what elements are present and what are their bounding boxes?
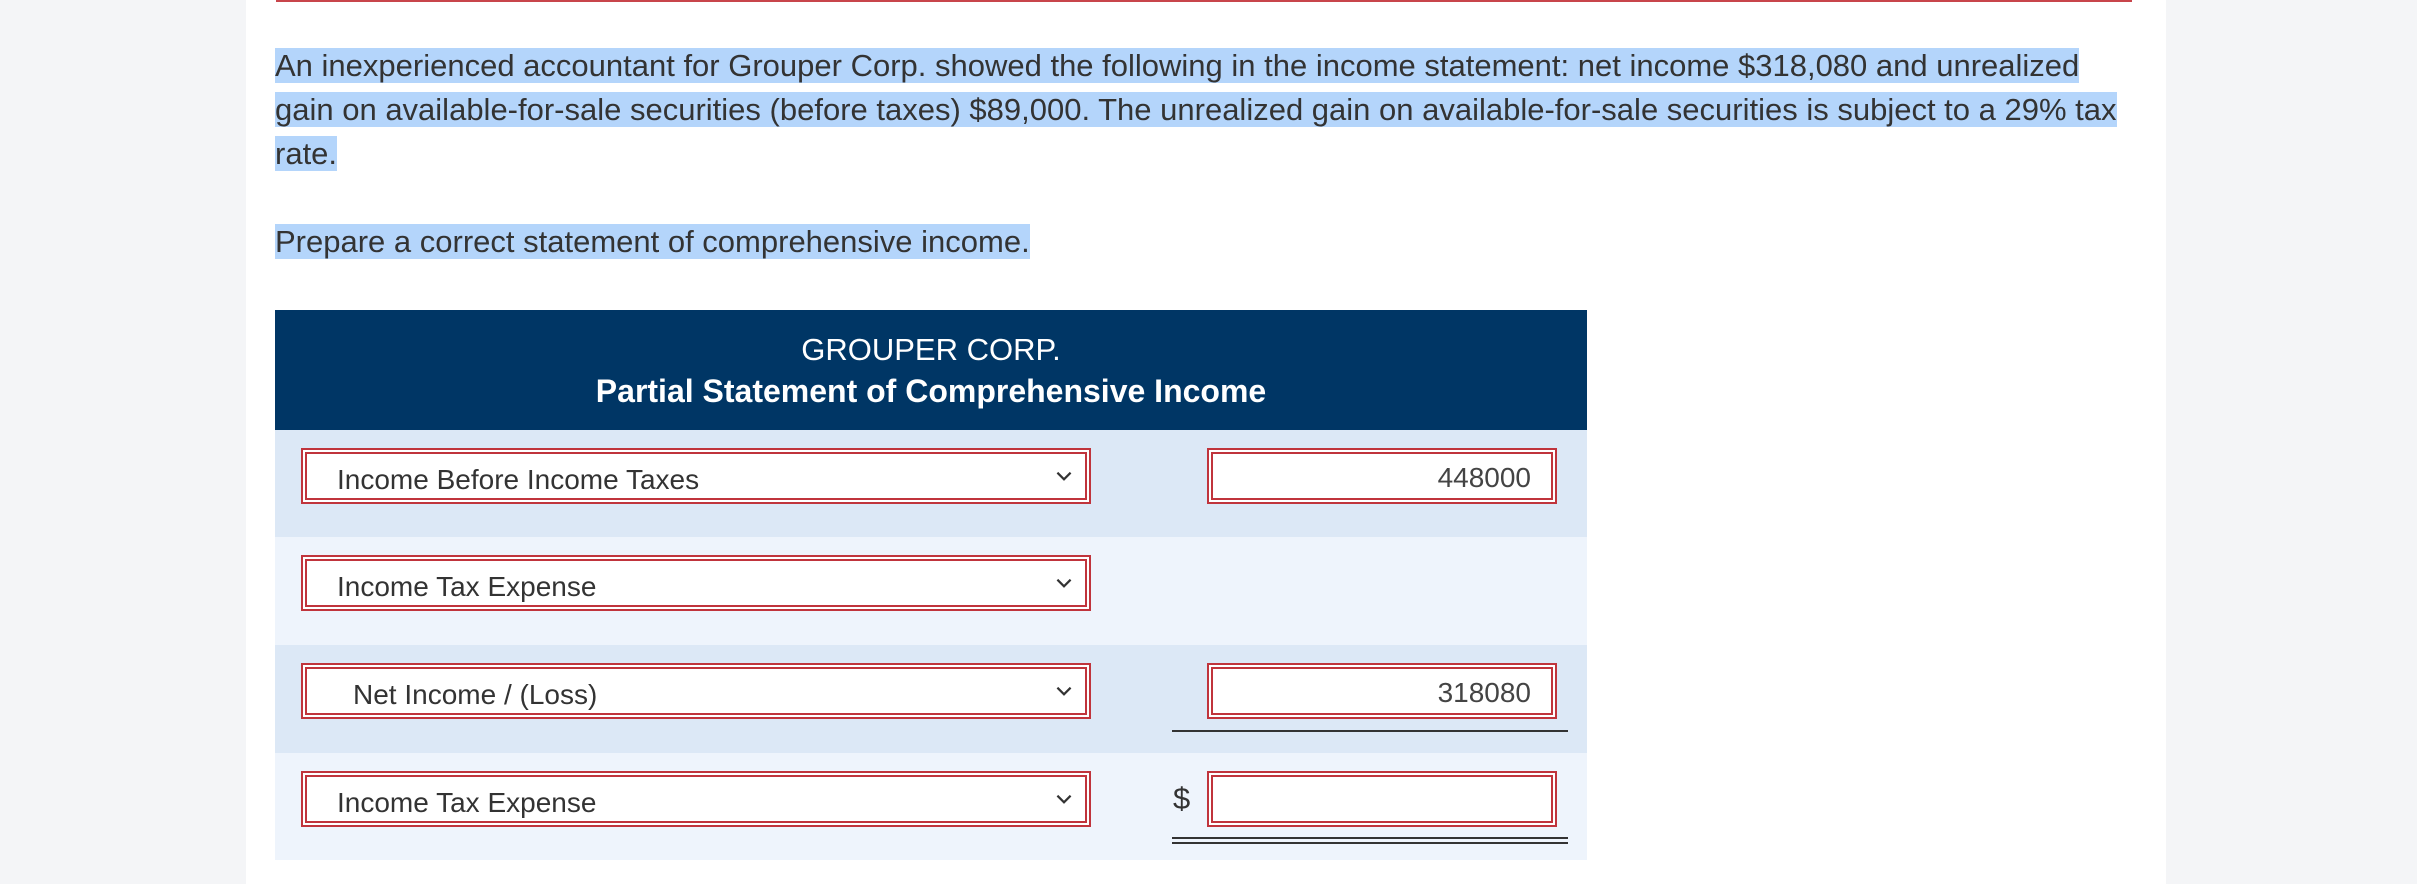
account-select[interactable] xyxy=(301,771,1091,827)
question-paragraph-text: An inexperienced accountant for Grouper Corp. showed the following in the income statement: net income $318,080 and unrealized gain on available-for-sale securities (before taxes) $89,000. The unrealized gain on available-for-sale securities is subject to a 29% tax rate. xyxy=(275,48,2117,171)
total-double-underline xyxy=(1172,837,1568,844)
statement-title: Partial Statement of Comprehensive Income xyxy=(595,373,1267,409)
currency-symbol: $ xyxy=(1173,781,1191,816)
statement-row xyxy=(275,537,1587,645)
account-select[interactable] xyxy=(301,448,1091,504)
account-select[interactable] xyxy=(301,555,1091,611)
chevron-down-icon xyxy=(1053,788,1075,810)
amount-input[interactable] xyxy=(1207,771,1557,827)
account-select-value: Income Before Income Taxes xyxy=(337,464,700,495)
statement-table xyxy=(275,310,1587,862)
subtotal-underline xyxy=(1172,730,1568,732)
question-paragraph xyxy=(275,44,2135,176)
statement-row xyxy=(275,753,1587,860)
question-text xyxy=(275,44,2135,264)
chevron-down-icon xyxy=(1053,680,1075,702)
top-divider xyxy=(276,0,2132,2)
chevron-down-icon xyxy=(1053,465,1075,487)
instruction-text: Prepare a correct statement of comprehensive income. xyxy=(275,224,1030,259)
account-select-value: Income Tax Expense xyxy=(337,787,597,818)
statement-row xyxy=(275,430,1587,537)
instruction-paragraph xyxy=(275,220,2135,264)
amount-input[interactable] xyxy=(1207,448,1557,504)
amount-value: 448000 xyxy=(1437,462,1531,493)
account-select[interactable] xyxy=(301,663,1091,719)
statement-header xyxy=(275,310,1587,430)
company-name: GROUPER CORP. xyxy=(801,332,1061,367)
account-select-value: Income Tax Expense xyxy=(337,571,597,602)
amount-input[interactable] xyxy=(1207,663,1557,719)
statement-row xyxy=(275,645,1587,753)
account-select-value: Net Income / (Loss) xyxy=(353,679,598,710)
amount-value: 318080 xyxy=(1437,677,1531,708)
chevron-down-icon xyxy=(1053,572,1075,594)
